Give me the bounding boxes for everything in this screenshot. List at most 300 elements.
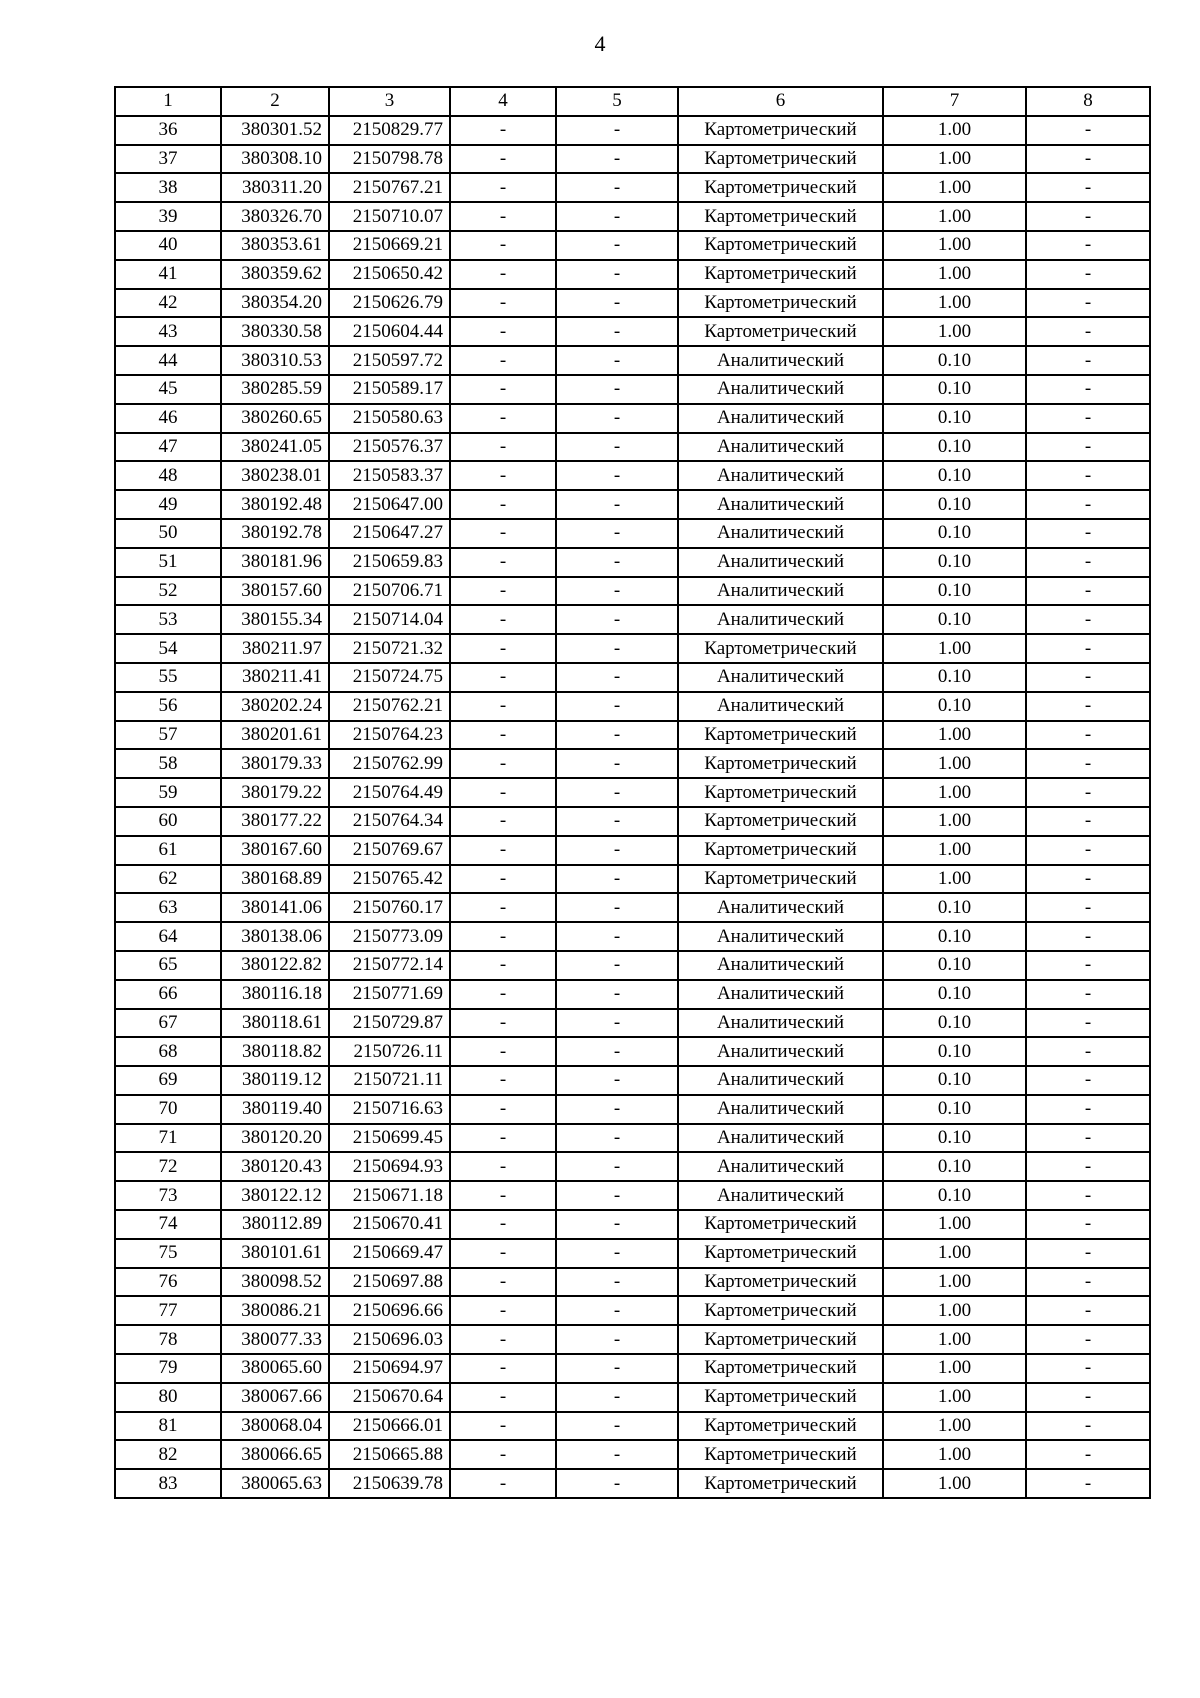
- cell-y-coordinate: 2150604.44: [329, 317, 450, 346]
- cell-col-5: -: [556, 1095, 678, 1124]
- cell-method: Аналитический: [678, 692, 883, 721]
- cell-col-5: -: [556, 1412, 678, 1441]
- cell-point-number: 76: [115, 1268, 221, 1297]
- cell-point-number: 56: [115, 692, 221, 721]
- table-row: [115, 173, 1150, 202]
- header-row: [115, 87, 1150, 116]
- cell-point-number: 66: [115, 980, 221, 1009]
- cell-y-coordinate: 2150724.75: [329, 663, 450, 692]
- cell-col-5: -: [556, 1210, 678, 1239]
- cell-x-coordinate: 380067.66: [221, 1383, 329, 1412]
- table-row: [115, 836, 1150, 865]
- cell-y-coordinate: 2150659.83: [329, 548, 450, 577]
- cell-col-8: -: [1026, 721, 1150, 750]
- cell-col-4: -: [450, 692, 556, 721]
- cell-method: Картометрический: [678, 1296, 883, 1325]
- cell-method: Картометрический: [678, 1239, 883, 1268]
- cell-col-4: -: [450, 1009, 556, 1038]
- cell-method: Картометрический: [678, 807, 883, 836]
- cell-x-coordinate: 380116.18: [221, 980, 329, 1009]
- cell-point-number: 45: [115, 375, 221, 404]
- cell-x-coordinate: 380359.62: [221, 260, 329, 289]
- cell-accuracy: 0.10: [883, 1095, 1026, 1124]
- cell-method: Картометрический: [678, 231, 883, 260]
- cell-col-5: -: [556, 145, 678, 174]
- cell-col-4: -: [450, 1152, 556, 1181]
- cell-method: Аналитический: [678, 922, 883, 951]
- cell-method: Аналитический: [678, 1124, 883, 1153]
- column-header-5: 5: [556, 87, 678, 116]
- cell-x-coordinate: 380310.53: [221, 346, 329, 375]
- cell-x-coordinate: 380326.70: [221, 202, 329, 231]
- cell-point-number: 54: [115, 634, 221, 663]
- cell-accuracy: 0.10: [883, 1124, 1026, 1153]
- cell-col-8: -: [1026, 260, 1150, 289]
- cell-point-number: 71: [115, 1124, 221, 1153]
- cell-col-8: -: [1026, 951, 1150, 980]
- cell-col-4: -: [450, 1354, 556, 1383]
- cell-x-coordinate: 380260.65: [221, 404, 329, 433]
- table-row: [115, 922, 1150, 951]
- cell-point-number: 50: [115, 519, 221, 548]
- cell-col-4: -: [450, 577, 556, 606]
- cell-x-coordinate: 380118.82: [221, 1037, 329, 1066]
- cell-point-number: 58: [115, 749, 221, 778]
- table-row: [115, 1095, 1150, 1124]
- cell-y-coordinate: 2150829.77: [329, 116, 450, 145]
- cell-col-8: -: [1026, 1469, 1150, 1498]
- cell-y-coordinate: 2150762.99: [329, 749, 450, 778]
- cell-col-5: -: [556, 577, 678, 606]
- cell-point-number: 73: [115, 1181, 221, 1210]
- cell-col-5: -: [556, 1268, 678, 1297]
- cell-col-5: -: [556, 1296, 678, 1325]
- cell-col-8: -: [1026, 116, 1150, 145]
- cell-col-4: -: [450, 1124, 556, 1153]
- cell-method: Аналитический: [678, 1009, 883, 1038]
- cell-y-coordinate: 2150666.01: [329, 1412, 450, 1441]
- cell-point-number: 52: [115, 577, 221, 606]
- cell-col-4: -: [450, 375, 556, 404]
- cell-point-number: 63: [115, 893, 221, 922]
- cell-col-8: -: [1026, 490, 1150, 519]
- cell-x-coordinate: 380065.60: [221, 1354, 329, 1383]
- cell-x-coordinate: 380122.82: [221, 951, 329, 980]
- cell-x-coordinate: 380112.89: [221, 1210, 329, 1239]
- cell-method: Аналитический: [678, 490, 883, 519]
- cell-y-coordinate: 2150769.67: [329, 836, 450, 865]
- table-row: [115, 1268, 1150, 1297]
- cell-accuracy: 1.00: [883, 289, 1026, 318]
- cell-y-coordinate: 2150669.21: [329, 231, 450, 260]
- table-row: [115, 1440, 1150, 1469]
- cell-col-5: -: [556, 433, 678, 462]
- cell-col-5: -: [556, 1066, 678, 1095]
- table-row: [115, 577, 1150, 606]
- cell-col-8: -: [1026, 836, 1150, 865]
- cell-point-number: 70: [115, 1095, 221, 1124]
- cell-col-4: -: [450, 1210, 556, 1239]
- cell-accuracy: 0.10: [883, 692, 1026, 721]
- cell-col-5: -: [556, 692, 678, 721]
- cell-col-5: -: [556, 807, 678, 836]
- cell-accuracy: 1.00: [883, 231, 1026, 260]
- cell-accuracy: 0.10: [883, 922, 1026, 951]
- cell-x-coordinate: 380301.52: [221, 116, 329, 145]
- cell-accuracy: 0.10: [883, 375, 1026, 404]
- table-row: [115, 1124, 1150, 1153]
- cell-col-5: -: [556, 461, 678, 490]
- cell-accuracy: 1.00: [883, 202, 1026, 231]
- cell-method: Аналитический: [678, 346, 883, 375]
- cell-point-number: 36: [115, 116, 221, 145]
- cell-point-number: 40: [115, 231, 221, 260]
- cell-accuracy: 0.10: [883, 404, 1026, 433]
- cell-col-8: -: [1026, 663, 1150, 692]
- cell-method: Картометрический: [678, 1469, 883, 1498]
- cell-point-number: 38: [115, 173, 221, 202]
- table-row: [115, 346, 1150, 375]
- cell-col-8: -: [1026, 634, 1150, 663]
- column-header-4: 4: [450, 87, 556, 116]
- cell-point-number: 65: [115, 951, 221, 980]
- cell-point-number: 61: [115, 836, 221, 865]
- cell-y-coordinate: 2150699.45: [329, 1124, 450, 1153]
- column-header-7: 7: [883, 87, 1026, 116]
- cell-method: Аналитический: [678, 433, 883, 462]
- cell-y-coordinate: 2150706.71: [329, 577, 450, 606]
- cell-col-8: -: [1026, 346, 1150, 375]
- cell-col-5: -: [556, 173, 678, 202]
- cell-col-4: -: [450, 1469, 556, 1498]
- cell-y-coordinate: 2150710.07: [329, 202, 450, 231]
- cell-y-coordinate: 2150670.41: [329, 1210, 450, 1239]
- cell-x-coordinate: 380118.61: [221, 1009, 329, 1038]
- cell-method: Аналитический: [678, 1152, 883, 1181]
- cell-y-coordinate: 2150721.11: [329, 1066, 450, 1095]
- table-row: [115, 865, 1150, 894]
- cell-point-number: 79: [115, 1354, 221, 1383]
- cell-method: Аналитический: [678, 1037, 883, 1066]
- cell-method: Картометрический: [678, 634, 883, 663]
- table-row: [115, 1383, 1150, 1412]
- cell-x-coordinate: 380202.24: [221, 692, 329, 721]
- cell-y-coordinate: 2150765.42: [329, 865, 450, 894]
- cell-col-8: -: [1026, 1095, 1150, 1124]
- cell-point-number: 62: [115, 865, 221, 894]
- cell-accuracy: 0.10: [883, 1181, 1026, 1210]
- table-row: [115, 778, 1150, 807]
- cell-col-5: -: [556, 865, 678, 894]
- cell-accuracy: 1.00: [883, 634, 1026, 663]
- cell-accuracy: 1.00: [883, 145, 1026, 174]
- cell-x-coordinate: 380098.52: [221, 1268, 329, 1297]
- table-header: [115, 87, 1150, 116]
- table-row: [115, 807, 1150, 836]
- cell-method: Картометрический: [678, 317, 883, 346]
- cell-accuracy: 1.00: [883, 1440, 1026, 1469]
- table-row: [115, 433, 1150, 462]
- cell-point-number: 67: [115, 1009, 221, 1038]
- cell-accuracy: 0.10: [883, 605, 1026, 634]
- cell-accuracy: 0.10: [883, 951, 1026, 980]
- cell-point-number: 74: [115, 1210, 221, 1239]
- cell-point-number: 59: [115, 778, 221, 807]
- table-row: [115, 951, 1150, 980]
- cell-point-number: 44: [115, 346, 221, 375]
- cell-point-number: 77: [115, 1296, 221, 1325]
- cell-x-coordinate: 380086.21: [221, 1296, 329, 1325]
- cell-accuracy: 1.00: [883, 778, 1026, 807]
- cell-accuracy: 1.00: [883, 1383, 1026, 1412]
- cell-x-coordinate: 380179.33: [221, 749, 329, 778]
- cell-y-coordinate: 2150721.32: [329, 634, 450, 663]
- table-row: [115, 1239, 1150, 1268]
- table-row: [115, 1037, 1150, 1066]
- cell-y-coordinate: 2150694.93: [329, 1152, 450, 1181]
- table-row: [115, 1412, 1150, 1441]
- cell-col-4: -: [450, 721, 556, 750]
- cell-col-8: -: [1026, 1296, 1150, 1325]
- cell-col-4: -: [450, 836, 556, 865]
- cell-accuracy: 0.10: [883, 548, 1026, 577]
- page-number: 4: [594, 31, 606, 56]
- cell-accuracy: 0.10: [883, 1066, 1026, 1095]
- column-header-6: 6: [678, 87, 883, 116]
- cell-x-coordinate: 380077.33: [221, 1325, 329, 1354]
- cell-method: Картометрический: [678, 1268, 883, 1297]
- cell-col-4: -: [450, 865, 556, 894]
- cell-y-coordinate: 2150762.21: [329, 692, 450, 721]
- cell-col-4: -: [450, 807, 556, 836]
- cell-col-5: -: [556, 778, 678, 807]
- cell-point-number: 43: [115, 317, 221, 346]
- cell-y-coordinate: 2150696.03: [329, 1325, 450, 1354]
- cell-col-5: -: [556, 749, 678, 778]
- cell-point-number: 82: [115, 1440, 221, 1469]
- coordinates-table: [114, 86, 1151, 1499]
- cell-method: Картометрический: [678, 1210, 883, 1239]
- table-row: [115, 1354, 1150, 1383]
- cell-point-number: 46: [115, 404, 221, 433]
- cell-method: Картометрический: [678, 145, 883, 174]
- cell-accuracy: 1.00: [883, 260, 1026, 289]
- cell-point-number: 57: [115, 721, 221, 750]
- cell-col-8: -: [1026, 1325, 1150, 1354]
- cell-method: Картометрический: [678, 173, 883, 202]
- cell-x-coordinate: 380068.04: [221, 1412, 329, 1441]
- cell-x-coordinate: 380238.01: [221, 461, 329, 490]
- cell-x-coordinate: 380177.22: [221, 807, 329, 836]
- cell-y-coordinate: 2150647.00: [329, 490, 450, 519]
- table-row: [115, 1009, 1150, 1038]
- cell-y-coordinate: 2150716.63: [329, 1095, 450, 1124]
- cell-col-4: -: [450, 1181, 556, 1210]
- cell-accuracy: 0.10: [883, 980, 1026, 1009]
- cell-col-8: -: [1026, 1066, 1150, 1095]
- cell-col-5: -: [556, 721, 678, 750]
- cell-method: Аналитический: [678, 1066, 883, 1095]
- cell-y-coordinate: 2150647.27: [329, 519, 450, 548]
- cell-accuracy: 1.00: [883, 1239, 1026, 1268]
- cell-col-5: -: [556, 202, 678, 231]
- cell-point-number: 68: [115, 1037, 221, 1066]
- cell-col-4: -: [450, 1440, 556, 1469]
- table-row: [115, 145, 1150, 174]
- cell-col-5: -: [556, 1325, 678, 1354]
- cell-point-number: 81: [115, 1412, 221, 1441]
- cell-col-4: -: [450, 433, 556, 462]
- cell-accuracy: 0.10: [883, 433, 1026, 462]
- cell-col-4: -: [450, 951, 556, 980]
- table-row: [115, 1210, 1150, 1239]
- cell-col-5: -: [556, 1469, 678, 1498]
- cell-col-8: -: [1026, 145, 1150, 174]
- cell-col-8: -: [1026, 173, 1150, 202]
- cell-col-8: -: [1026, 778, 1150, 807]
- cell-col-4: -: [450, 749, 556, 778]
- table-row: [115, 461, 1150, 490]
- cell-col-4: -: [450, 231, 556, 260]
- cell-point-number: 55: [115, 663, 221, 692]
- cell-x-coordinate: 380141.06: [221, 893, 329, 922]
- cell-col-5: -: [556, 1009, 678, 1038]
- cell-accuracy: 1.00: [883, 173, 1026, 202]
- cell-col-8: -: [1026, 692, 1150, 721]
- cell-col-8: -: [1026, 289, 1150, 318]
- table-row: [115, 260, 1150, 289]
- cell-col-8: -: [1026, 231, 1150, 260]
- cell-method: Картометрический: [678, 836, 883, 865]
- cell-x-coordinate: 380066.65: [221, 1440, 329, 1469]
- cell-col-4: -: [450, 519, 556, 548]
- cell-method: Аналитический: [678, 893, 883, 922]
- cell-accuracy: 0.10: [883, 346, 1026, 375]
- cell-col-8: -: [1026, 1037, 1150, 1066]
- cell-col-4: -: [450, 634, 556, 663]
- cell-col-5: -: [556, 1124, 678, 1153]
- cell-method: Картометрический: [678, 721, 883, 750]
- cell-col-4: -: [450, 605, 556, 634]
- cell-col-4: -: [450, 1268, 556, 1297]
- cell-col-5: -: [556, 605, 678, 634]
- cell-x-coordinate: 380065.63: [221, 1469, 329, 1498]
- cell-col-5: -: [556, 548, 678, 577]
- cell-accuracy: 1.00: [883, 1354, 1026, 1383]
- cell-col-5: -: [556, 1383, 678, 1412]
- cell-col-8: -: [1026, 577, 1150, 606]
- table-row: [115, 548, 1150, 577]
- cell-method: Картометрический: [678, 289, 883, 318]
- cell-accuracy: 1.00: [883, 317, 1026, 346]
- table-row: [115, 893, 1150, 922]
- cell-method: Аналитический: [678, 404, 883, 433]
- table-row: [115, 1152, 1150, 1181]
- cell-col-8: -: [1026, 548, 1150, 577]
- cell-x-coordinate: 380211.41: [221, 663, 329, 692]
- cell-method: Картометрический: [678, 1440, 883, 1469]
- cell-col-5: -: [556, 404, 678, 433]
- cell-accuracy: 0.10: [883, 461, 1026, 490]
- column-header-2: 2: [221, 87, 329, 116]
- cell-x-coordinate: 380167.60: [221, 836, 329, 865]
- table-row: [115, 749, 1150, 778]
- cell-x-coordinate: 380241.05: [221, 433, 329, 462]
- cell-point-number: 78: [115, 1325, 221, 1354]
- cell-y-coordinate: 2150729.87: [329, 1009, 450, 1038]
- cell-method: Картометрический: [678, 749, 883, 778]
- table-row: [115, 692, 1150, 721]
- cell-method: Аналитический: [678, 663, 883, 692]
- cell-col-5: -: [556, 317, 678, 346]
- cell-col-8: -: [1026, 1124, 1150, 1153]
- cell-y-coordinate: 2150760.17: [329, 893, 450, 922]
- cell-col-8: -: [1026, 980, 1150, 1009]
- cell-accuracy: 1.00: [883, 1296, 1026, 1325]
- table-row: [115, 980, 1150, 1009]
- cell-point-number: 39: [115, 202, 221, 231]
- cell-col-4: -: [450, 1037, 556, 1066]
- cell-point-number: 53: [115, 605, 221, 634]
- cell-col-5: -: [556, 231, 678, 260]
- cell-col-5: -: [556, 1037, 678, 1066]
- cell-x-coordinate: 380211.97: [221, 634, 329, 663]
- cell-method: Картометрический: [678, 202, 883, 231]
- cell-y-coordinate: 2150697.88: [329, 1268, 450, 1297]
- cell-col-4: -: [450, 1325, 556, 1354]
- cell-y-coordinate: 2150670.64: [329, 1383, 450, 1412]
- cell-x-coordinate: 380157.60: [221, 577, 329, 606]
- cell-y-coordinate: 2150580.63: [329, 404, 450, 433]
- cell-method: Картометрический: [678, 1383, 883, 1412]
- cell-col-4: -: [450, 260, 556, 289]
- cell-accuracy: 1.00: [883, 1469, 1026, 1498]
- cell-accuracy: 0.10: [883, 663, 1026, 692]
- cell-col-8: -: [1026, 202, 1150, 231]
- cell-col-8: -: [1026, 519, 1150, 548]
- cell-y-coordinate: 2150764.23: [329, 721, 450, 750]
- cell-accuracy: 0.10: [883, 1037, 1026, 1066]
- cell-point-number: 41: [115, 260, 221, 289]
- cell-method: Аналитический: [678, 980, 883, 1009]
- cell-y-coordinate: 2150798.78: [329, 145, 450, 174]
- cell-point-number: 51: [115, 548, 221, 577]
- cell-point-number: 69: [115, 1066, 221, 1095]
- cell-col-4: -: [450, 922, 556, 951]
- cell-x-coordinate: 380168.89: [221, 865, 329, 894]
- cell-point-number: 64: [115, 922, 221, 951]
- table-row: [115, 231, 1150, 260]
- cell-method: Аналитический: [678, 1181, 883, 1210]
- cell-col-8: -: [1026, 1354, 1150, 1383]
- table-row: [115, 1325, 1150, 1354]
- cell-method: Аналитический: [678, 375, 883, 404]
- cell-col-4: -: [450, 145, 556, 174]
- table-row: [115, 404, 1150, 433]
- cell-x-coordinate: 380101.61: [221, 1239, 329, 1268]
- cell-x-coordinate: 380138.06: [221, 922, 329, 951]
- cell-col-8: -: [1026, 893, 1150, 922]
- cell-col-8: -: [1026, 1181, 1150, 1210]
- cell-col-5: -: [556, 951, 678, 980]
- cell-col-4: -: [450, 202, 556, 231]
- cell-col-5: -: [556, 836, 678, 865]
- cell-x-coordinate: 380201.61: [221, 721, 329, 750]
- cell-x-coordinate: 380120.20: [221, 1124, 329, 1153]
- table-row: [115, 317, 1150, 346]
- cell-col-8: -: [1026, 605, 1150, 634]
- cell-x-coordinate: 380119.12: [221, 1066, 329, 1095]
